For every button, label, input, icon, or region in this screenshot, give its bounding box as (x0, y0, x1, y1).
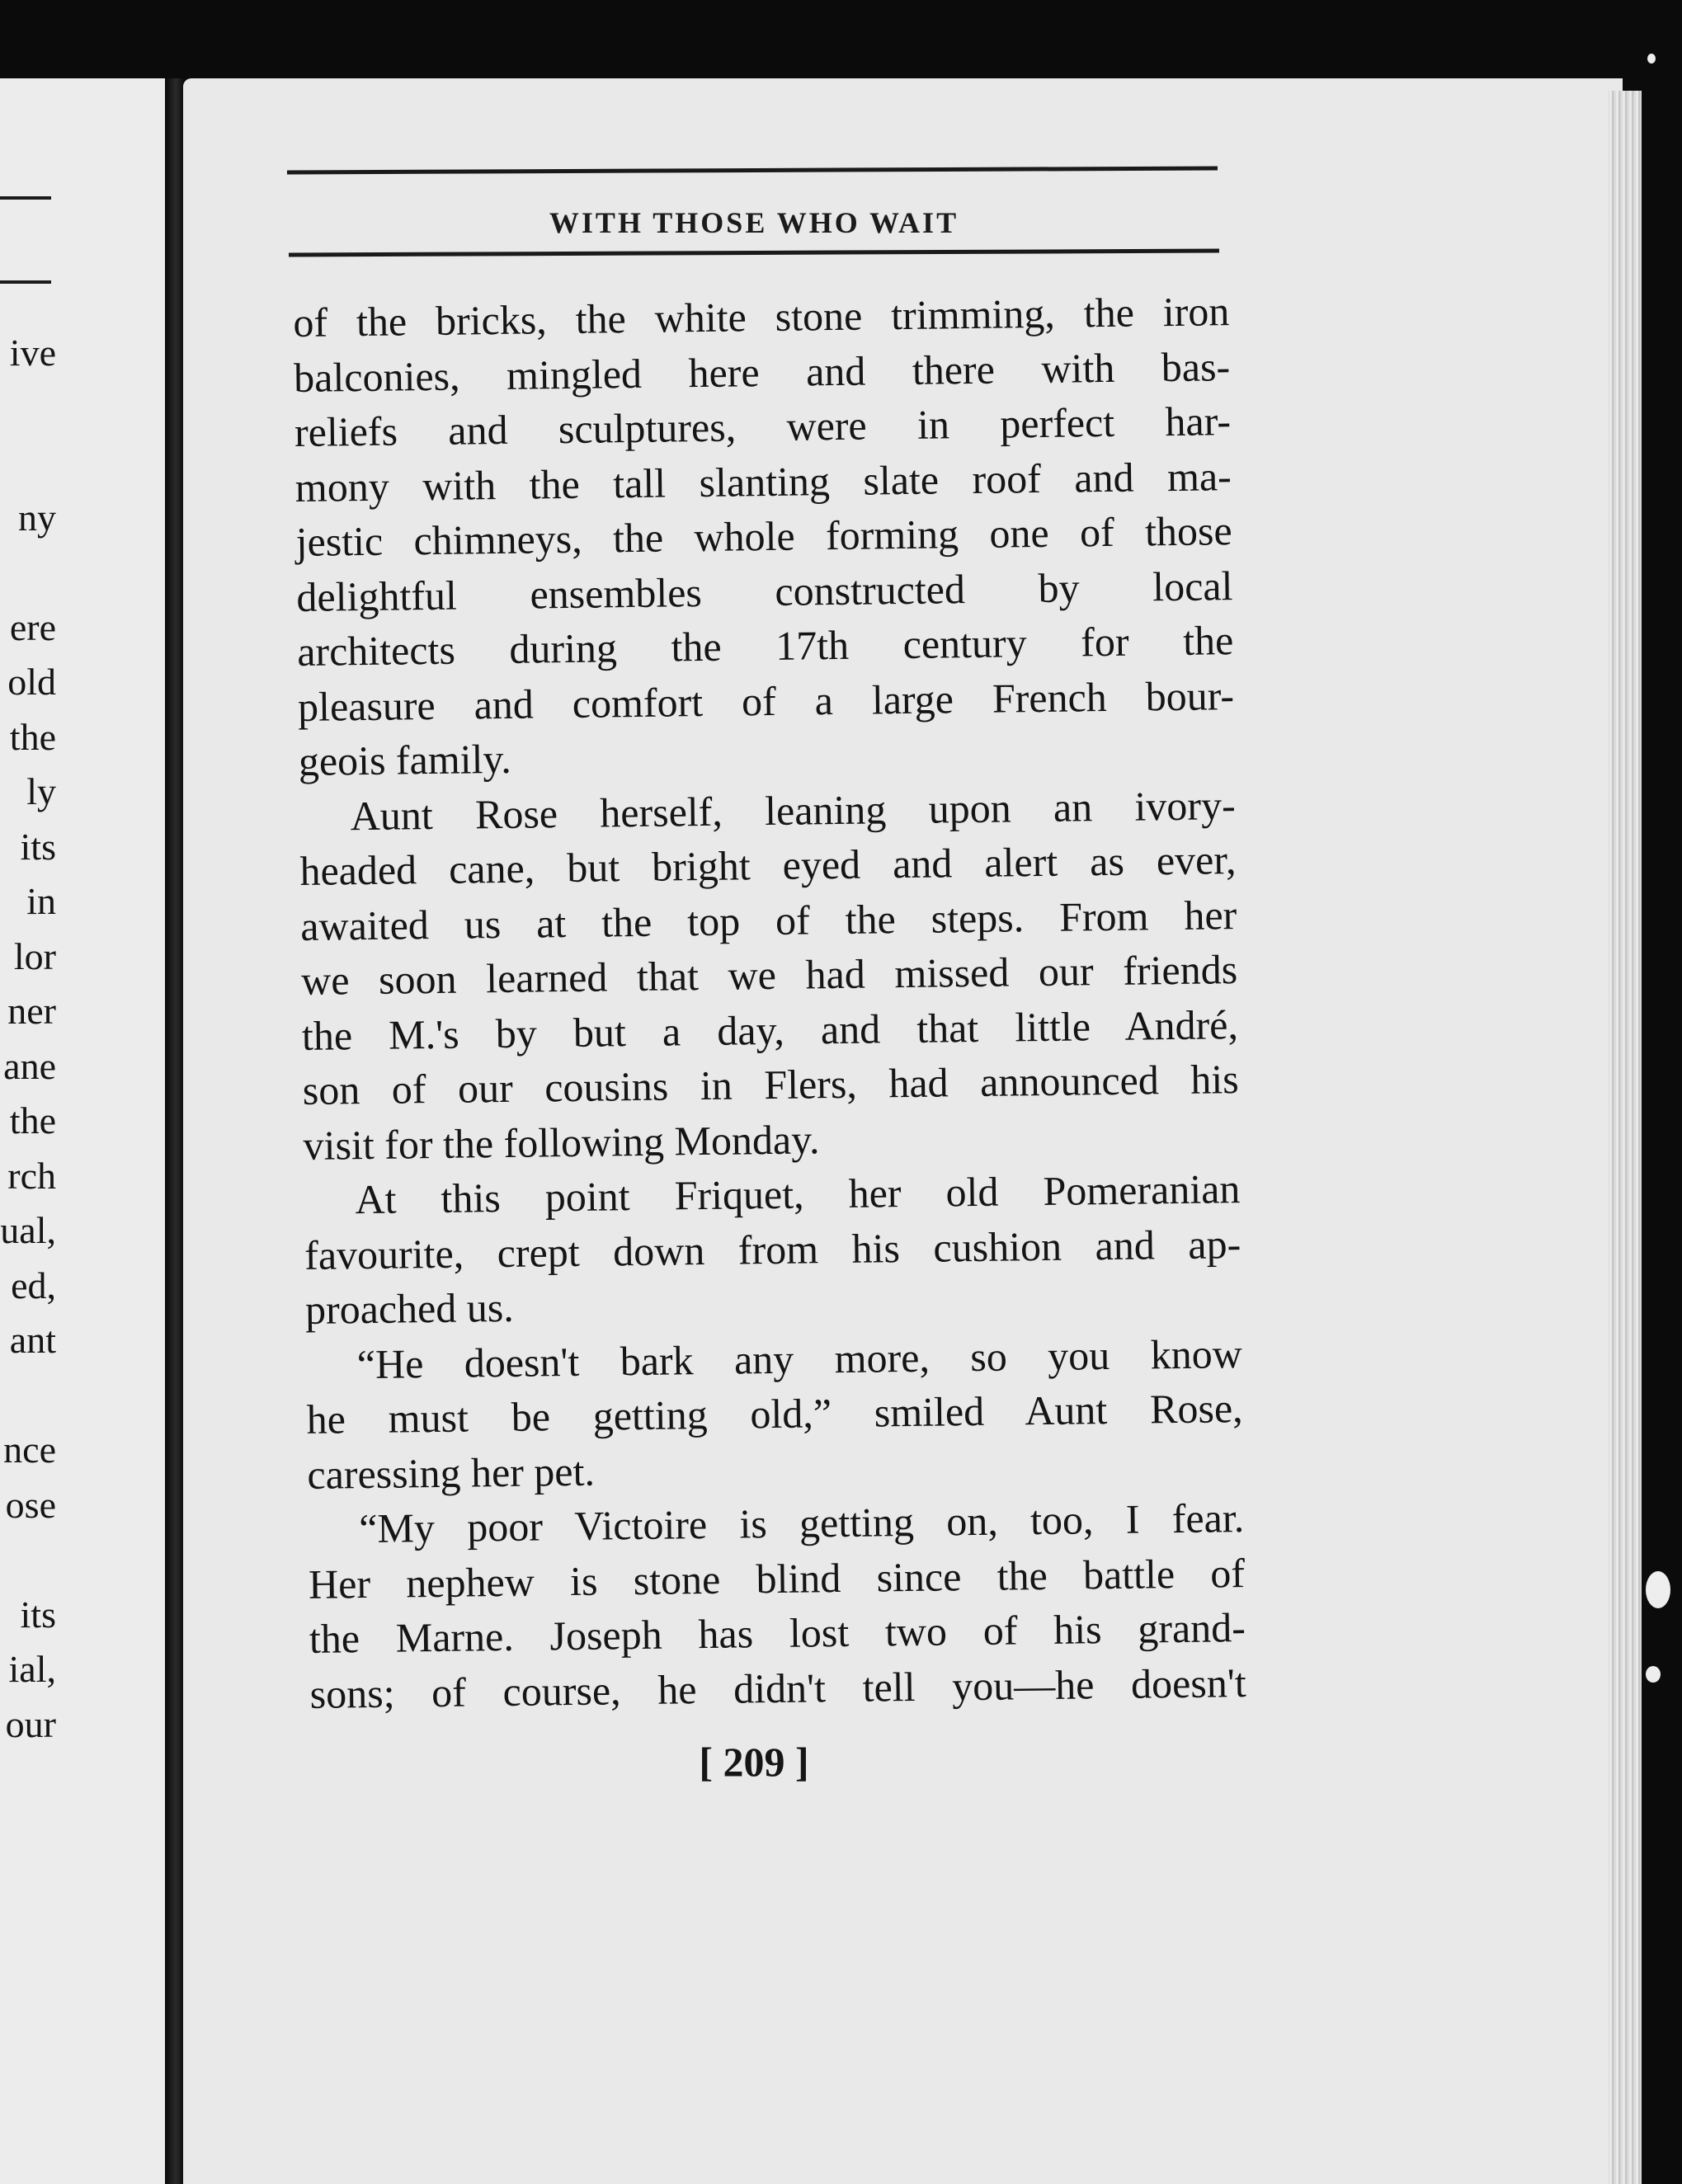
text-line: “He doesn't bark any more, so you know (356, 1330, 1243, 1387)
left-page-fragment: ny (18, 496, 56, 539)
left-page-fragment: ial, (8, 1648, 56, 1690)
left-page-fragment: ed, (11, 1264, 56, 1306)
text-line: delightful ensembles constructed by local (296, 562, 1233, 620)
left-page-fragment (0, 1532, 56, 1588)
left-page-fragment: old (7, 661, 56, 703)
left-page-fragment: ual, (0, 1209, 56, 1251)
text-line: mony with the tall slanting slate roof and ma- (294, 452, 1232, 511)
text-line: son of our cousins in Flers, had announced his (302, 1056, 1240, 1113)
text-line: caressing her pet. (307, 1447, 596, 1498)
left-page-header-rule-bottom (0, 280, 51, 284)
left-page-fragment (0, 435, 56, 491)
text-line: Her nephew is stone blind since the battle of (308, 1549, 1246, 1607)
left-page-fragment (0, 381, 56, 436)
page-stack-edge (1609, 91, 1642, 2184)
left-page-fragment: the (9, 715, 56, 758)
left-page-fragment: ere (9, 605, 56, 648)
text-line: proached us. (304, 1283, 515, 1333)
left-page-fragment: ly (26, 770, 56, 812)
left-page-fragment: ive (9, 332, 56, 374)
left-page-header-rule-top (0, 196, 51, 200)
left-page-fragment: nce (3, 1429, 56, 1471)
left-page-fragment: in (26, 880, 56, 922)
text-line: the M.'s by but a day, and that little André, (301, 1000, 1239, 1059)
scan-speck (1646, 1571, 1670, 1608)
body-text (293, 284, 1246, 1721)
left-page-fragment: rch (7, 1154, 56, 1197)
text-line: geois family. (298, 735, 512, 784)
left-page-fragment: the (9, 1099, 56, 1141)
text-line: At this point Friquet, her old Pomeranian (355, 1165, 1241, 1223)
left-page-fragment (0, 1368, 56, 1424)
scan-speck (1647, 54, 1656, 64)
left-page-fragment: our (5, 1702, 56, 1745)
text-line: sons; of course, he didn't tell you—he doesn't (309, 1659, 1246, 1717)
text-line: he must be getting old,” smiled Aunt Rose, (306, 1385, 1243, 1443)
previous-page-edge (0, 78, 165, 2184)
left-page-fragment: ane (3, 1044, 56, 1087)
left-page-fragment: ose (5, 1483, 56, 1526)
text-line: of the bricks, the white stone trimming, the iron (293, 288, 1230, 346)
text-line: visit for the following Monday. (303, 1115, 820, 1169)
left-page-fragment: lor (13, 934, 56, 977)
text-line: jestic chimneys, the whole forming one of those (295, 507, 1232, 565)
running-head: WITH THOSE WHO WAIT (549, 206, 959, 239)
left-page-fragment: ner (7, 990, 56, 1032)
text-line: balconies, mingled here and there with bas- (293, 342, 1231, 401)
text-line: favourite, crept down from his cushion and ap- (304, 1220, 1241, 1278)
text-line: Aunt Rose herself, leaning upon an ivory- (350, 781, 1236, 839)
left-page-fragment: ant (9, 1319, 56, 1361)
book-gutter (165, 78, 183, 2184)
text-line: awaited us at the top of the steps. From her (299, 891, 1237, 949)
left-page-text-fragments (0, 326, 56, 1752)
text-line: “My poor Victoire is getting on, too, I fear. (358, 1494, 1245, 1552)
text-line: the Marne. Joseph has lost two of his grand- (309, 1604, 1246, 1662)
text-line: we soon learned that we had missed our friends (300, 946, 1238, 1004)
text-line: pleasure and comfort of a large French bour- (297, 671, 1235, 730)
text-line: reliefs and sculptures, were in perfect har- (294, 398, 1232, 455)
left-page-fragment: its (20, 1593, 56, 1636)
left-page-fragment (0, 545, 56, 600)
text-line: architects during the 17th century for the (296, 617, 1234, 675)
page-number: [ 209 ] (699, 1739, 809, 1785)
left-page-fragment: its (20, 825, 56, 868)
scan-speck (1646, 1666, 1661, 1683)
text-line: headed cane, but bright eyed and alert as ever, (299, 836, 1237, 894)
